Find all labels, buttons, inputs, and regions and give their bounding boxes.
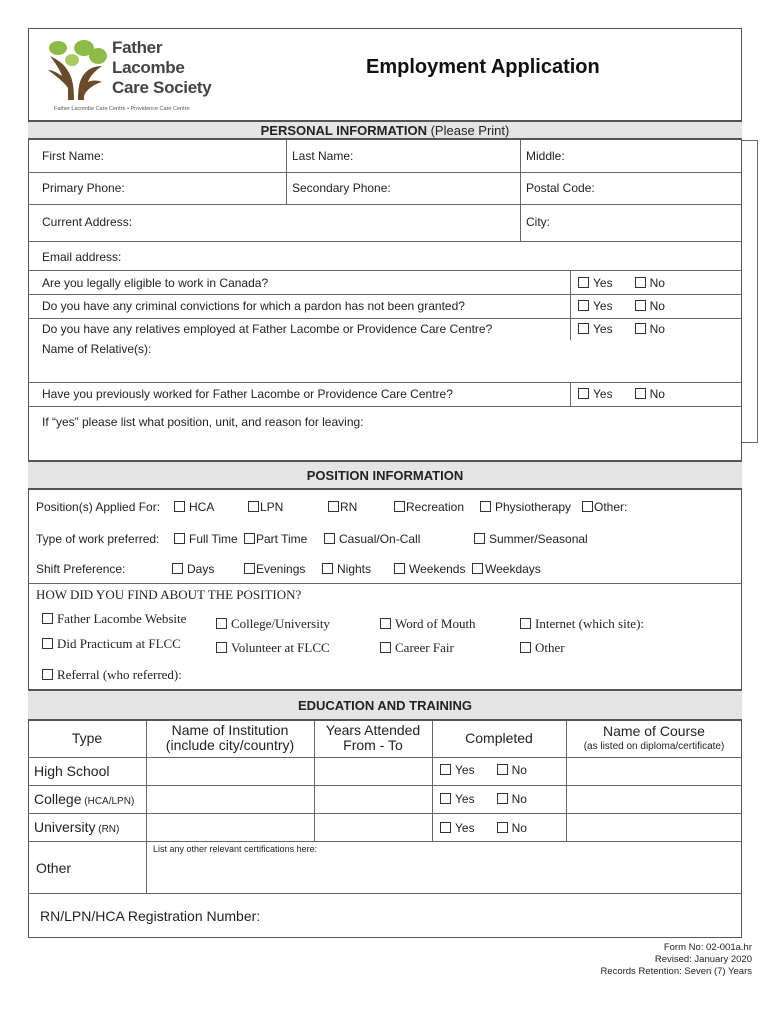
- shift-weekdays-option[interactable]: Weekdays: [472, 562, 541, 576]
- hca-checkbox[interactable]: [174, 501, 185, 512]
- criminal-question: Do you have any criminal convictions for which a pardon has not been granted?: [42, 299, 465, 313]
- position-lpn-option[interactable]: LPN: [248, 500, 283, 514]
- find-volunteer-option[interactable]: Volunteer at FLCC: [216, 640, 330, 656]
- position-rn-option[interactable]: RN: [328, 500, 357, 514]
- casual-checkbox[interactable]: [324, 533, 335, 544]
- college-completed[interactable]: Yes No: [440, 792, 527, 806]
- university-no-checkbox[interactable]: [497, 822, 508, 833]
- personal-heading-bold: PERSONAL INFORMATION: [260, 123, 427, 138]
- form-footer: [600, 942, 752, 978]
- current-address-label: Current Address:: [42, 215, 133, 229]
- logo-line-3: Care Society: [112, 78, 212, 97]
- col-institution-header: Name of Institution (include city/country): [165, 722, 295, 753]
- weekdays-checkbox[interactable]: [472, 563, 483, 574]
- nights-checkbox[interactable]: [322, 563, 333, 574]
- revised-date: Revised: January 2020: [654, 954, 752, 965]
- career-fair-checkbox[interactable]: [380, 642, 391, 653]
- eligible-yes-checkbox[interactable]: [578, 277, 589, 288]
- previous-question: Have you previously worked for Father Lacombe or Providence Care Centre?: [42, 387, 453, 401]
- find-practicum-option[interactable]: Did Practicum at FLCC: [42, 636, 181, 652]
- relatives-question: Do you have any relatives employed at Father Lacombe or Providence Care Centre?: [42, 322, 493, 336]
- middle-name-label: Middle:: [526, 149, 565, 163]
- form-number: Form No: 02-001a.hr: [663, 942, 752, 953]
- high-school-completed[interactable]: Yes No: [440, 763, 527, 777]
- shift-evenings-option[interactable]: Evenings: [244, 562, 305, 576]
- logo-subtitle: Father Lacombe Care Centre • Providence Care Centre: [54, 106, 190, 112]
- previous-yes-checkbox[interactable]: [578, 388, 589, 399]
- logo-line-2: Lacombe: [112, 58, 185, 77]
- full-time-option[interactable]: Full Time: [174, 532, 238, 546]
- find-heading: HOW DID YOU FIND ABOUT THE POSITION?: [36, 587, 302, 602]
- eligible-yes-no[interactable]: Yes No: [578, 276, 665, 290]
- criminal-yes-checkbox[interactable]: [578, 300, 589, 311]
- personal-heading-note: (Please Print): [426, 123, 510, 138]
- college-no-checkbox[interactable]: [497, 793, 508, 804]
- relatives-yes-checkbox[interactable]: [578, 323, 589, 334]
- university-yes-checkbox[interactable]: [440, 822, 451, 833]
- referral-checkbox[interactable]: [42, 669, 53, 680]
- find-word-of-mouth-option[interactable]: Word of Mouth: [380, 616, 476, 632]
- education-heading: EDUCATION AND TRAINING: [28, 689, 742, 721]
- shift-weekends-option[interactable]: Weekends: [394, 562, 465, 576]
- col-course-header: Name of Course (as listed on diploma/certificate): [583, 723, 725, 752]
- other-certifications-note: List any other relevant certifications here:: [153, 844, 318, 854]
- previous-yes-no[interactable]: Yes No: [578, 387, 665, 401]
- college-yes-checkbox[interactable]: [440, 793, 451, 804]
- find-referral-option[interactable]: Referral (who referred):: [42, 667, 182, 683]
- position-recreation-option[interactable]: Recreation: [394, 500, 464, 514]
- seasonal-checkbox[interactable]: [474, 533, 485, 544]
- logo-line-1: Father: [112, 38, 163, 57]
- find-other-checkbox[interactable]: [520, 642, 531, 653]
- primary-phone-label: Primary Phone:: [42, 181, 125, 195]
- last-name-label: Last Name:: [292, 149, 354, 163]
- relatives-yes-no[interactable]: Yes No: [578, 322, 665, 336]
- eligible-no-checkbox[interactable]: [635, 277, 646, 288]
- row-university: University (RN): [34, 819, 120, 835]
- secondary-phone-label: Secondary Phone:: [292, 181, 391, 195]
- position-heading: POSITION INFORMATION: [28, 460, 742, 490]
- first-name-label: First Name:: [42, 149, 105, 163]
- relative-names-label: Name of Relative(s):: [42, 342, 152, 356]
- other-position-checkbox[interactable]: [582, 501, 593, 512]
- seasonal-option[interactable]: Summer/Seasonal: [474, 532, 588, 546]
- margin-box: [742, 140, 758, 443]
- internet-checkbox[interactable]: [520, 618, 531, 629]
- find-career-fair-option[interactable]: Career Fair: [380, 640, 454, 656]
- evenings-checkbox[interactable]: [244, 563, 255, 574]
- if-yes-label: If “yes” please list what position, unit, and reason for leaving:: [42, 415, 364, 429]
- position-applied-label: Position(s) Applied For:: [36, 500, 161, 514]
- col-completed-header: Completed: [465, 730, 533, 746]
- recreation-checkbox[interactable]: [394, 501, 405, 512]
- previous-no-checkbox[interactable]: [635, 388, 646, 399]
- find-college-option[interactable]: College/University: [216, 616, 330, 632]
- volunteer-checkbox[interactable]: [216, 642, 227, 653]
- eligible-question: Are you legally eligible to work in Canada?: [42, 276, 269, 290]
- position-hca-option[interactable]: HCA: [174, 500, 214, 514]
- position-other-option[interactable]: Other:: [582, 500, 627, 514]
- criminal-no-checkbox[interactable]: [635, 300, 646, 311]
- shift-label: Shift Preference:: [36, 562, 126, 576]
- email-label: Email address:: [42, 250, 122, 264]
- tree-logo-icon: [44, 36, 110, 102]
- weekends-checkbox[interactable]: [394, 563, 405, 574]
- postal-code-label: Postal Code:: [526, 181, 595, 195]
- personal-heading: [28, 120, 742, 140]
- casual-option[interactable]: Casual/On-Call: [324, 532, 420, 546]
- hs-no-checkbox[interactable]: [497, 764, 508, 775]
- university-completed[interactable]: Yes No: [440, 821, 527, 835]
- full-time-checkbox[interactable]: [174, 533, 185, 544]
- records-retention: Records Retention: Seven (7) Years: [600, 966, 752, 977]
- shift-nights-option[interactable]: Nights: [322, 562, 371, 576]
- part-time-checkbox[interactable]: [244, 533, 255, 544]
- row-other: Other: [36, 860, 72, 876]
- row-college: College (HCA/LPN): [34, 791, 135, 807]
- col-type-header: Type: [71, 730, 103, 746]
- relatives-no-checkbox[interactable]: [635, 323, 646, 334]
- position-physiotherapy-option[interactable]: Physiotherapy: [480, 500, 571, 514]
- criminal-yes-no[interactable]: Yes No: [578, 299, 665, 313]
- rn-checkbox[interactable]: [328, 501, 339, 512]
- part-time-option[interactable]: Part Time: [244, 532, 307, 546]
- website-checkbox[interactable]: [42, 613, 53, 624]
- physiotherapy-checkbox[interactable]: [480, 501, 491, 512]
- hs-yes-checkbox[interactable]: [440, 764, 451, 775]
- work-type-label: Type of work preferred:: [36, 532, 160, 546]
- practicum-checkbox[interactable]: [42, 638, 53, 649]
- shift-days-option[interactable]: Days: [172, 562, 214, 576]
- city-label: City:: [526, 215, 550, 229]
- lpn-checkbox[interactable]: [248, 501, 259, 512]
- days-checkbox[interactable]: [172, 563, 183, 574]
- registration-number-label: RN/LPN/HCA Registration Number:: [40, 908, 261, 924]
- page-title: Employment Application: [366, 56, 600, 78]
- row-high-school: High School: [34, 763, 110, 779]
- word-of-mouth-checkbox[interactable]: [380, 618, 391, 629]
- college-checkbox[interactable]: [216, 618, 227, 629]
- find-internet-option[interactable]: Internet (which site):: [520, 616, 644, 632]
- find-other-option[interactable]: Other: [520, 640, 565, 656]
- col-years-header: Years Attended From - To: [325, 722, 421, 753]
- find-website-option[interactable]: Father Lacombe Website: [42, 611, 186, 627]
